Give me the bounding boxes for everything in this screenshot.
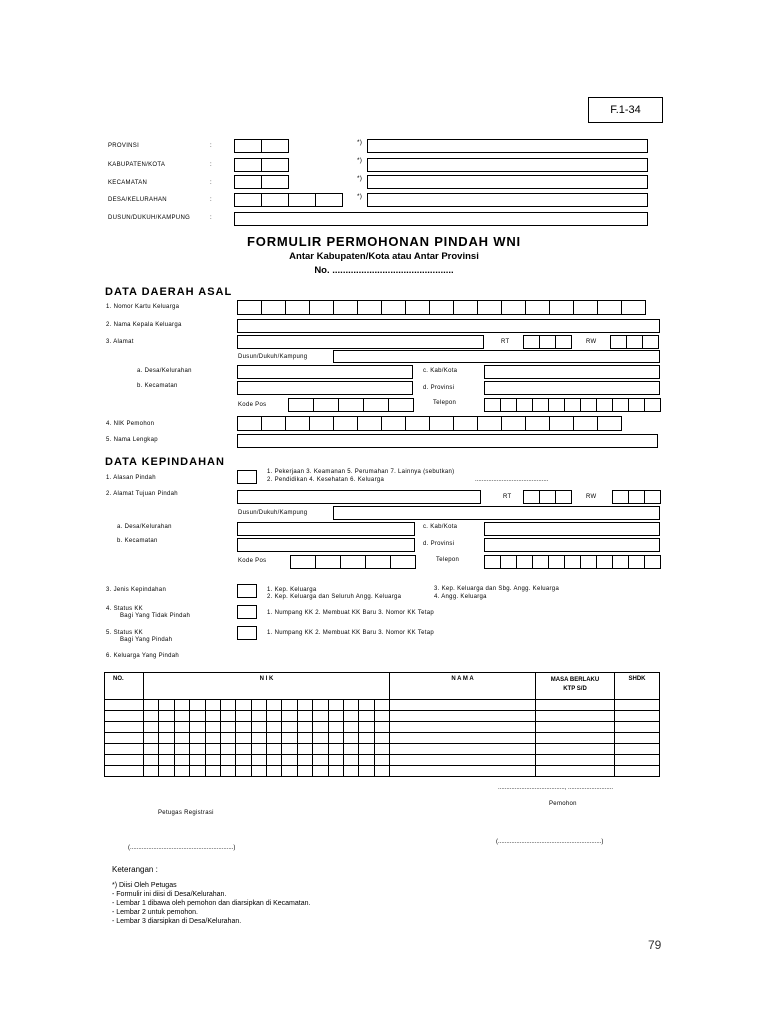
rt-asal-label: RT [501, 339, 510, 345]
status-pindah-label: 5. Status KK [106, 630, 143, 636]
desa-name-input[interactable] [367, 193, 648, 207]
dusun-tujuan-input[interactable] [333, 506, 660, 520]
page-number: 79 [648, 938, 662, 952]
status-pindah-input[interactable] [237, 626, 257, 640]
telepon-tujuan-label: Telepon [436, 557, 460, 563]
provinsi-asal-input[interactable] [484, 381, 660, 395]
keluarga-pindah-label: 6. Keluarga Yang Pindah [106, 653, 180, 659]
provinsi-name-input[interactable] [367, 139, 648, 153]
kecamatan-asal-input[interactable] [237, 381, 413, 395]
keterangan-heading: Keterangan : [112, 865, 158, 874]
jenis-option-1: 1. Kep. Keluarga [267, 587, 317, 593]
col-masa-header [536, 673, 615, 700]
form-title: FORMULIR PERMOHONAN PINDAH WNI [247, 234, 521, 249]
kabupaten-name-input[interactable] [367, 158, 648, 172]
provinsi-tujuan-label: d. Provinsi [423, 541, 455, 547]
keterangan-line-5: - Lembar 3 diarsipkan di Desa/Kelurahan. [112, 918, 242, 925]
provinsi-mark: *) [357, 139, 363, 146]
keterangan-line-2: - Formulir ini diisi di Desa/Kelurahan. [112, 891, 227, 898]
dusun-tujuan-label: Dusun/Dukuh/Kampung [238, 510, 308, 516]
nik-pemohon-label: 4. NIK Pemohon [106, 421, 155, 427]
keterangan-line-4: - Lembar 2 untuk pemohon. [112, 909, 198, 916]
kabkota-tujuan-input[interactable] [484, 522, 660, 536]
telepon-asal-input[interactable] [484, 398, 661, 412]
signature-date-dots: ........................................, ........................... [498, 785, 614, 791]
provinsi-tujuan-input[interactable] [484, 538, 660, 552]
rt-asal-input[interactable] [523, 335, 572, 349]
kodepos-asal-label: Kode Pos [238, 402, 267, 408]
dusun-colon: : [210, 215, 212, 221]
alamat-asal-input[interactable] [237, 335, 484, 349]
table-row[interactable] [105, 766, 660, 777]
pemohon-signature-line: (..............................................................) [496, 839, 604, 845]
status-pindah-sublabel: Bagi Yang Pindah [120, 637, 173, 643]
nama-lengkap-label: 5. Nama Lengkap [106, 437, 158, 443]
form-number: No. .............................................. [314, 265, 454, 276]
desa-mark: *) [357, 193, 363, 200]
nama-lengkap-input[interactable] [237, 434, 658, 448]
desa-asal-label: a. Desa/Kelurahan [137, 368, 192, 374]
kecamatan-colon: : [210, 180, 212, 186]
table-row[interactable] [105, 755, 660, 766]
kabkota-asal-input[interactable] [484, 365, 660, 379]
col-no-header: NO. [105, 673, 144, 700]
nik-pemohon-input[interactable] [237, 416, 622, 431]
kabupaten-code-input[interactable] [234, 158, 289, 172]
alasan-options-row1: 1. Pekerjaan 3. Keamanan 5. Perumahan 7. Lainnya (sebutkan) [267, 469, 455, 475]
jenis-option-4: 4. Angg. Keluarga [434, 594, 487, 600]
provinsi-colon: : [210, 143, 212, 149]
provinsi-code-input[interactable] [234, 139, 289, 153]
rt-tujuan-label: RT [503, 494, 512, 500]
table-row[interactable] [105, 744, 660, 755]
status-tidak-pindah-sublabel: Bagi Yang Tidak Pindah [120, 613, 191, 619]
alamat-tujuan-input[interactable] [237, 490, 481, 504]
rw-asal-label: RW [586, 339, 597, 345]
jenis-kepindahan-input[interactable] [237, 584, 257, 598]
section-kepindahan: DATA KEPINDAHAN [105, 456, 225, 468]
desa-asal-input[interactable] [237, 365, 413, 379]
kecamatan-code-input[interactable] [234, 175, 289, 189]
table-row[interactable] [105, 700, 660, 711]
rt-tujuan-input[interactable] [523, 490, 572, 504]
form-subtitle: Antar Kabupaten/Kota atau Antar Provinsi [289, 251, 479, 262]
petugas-label: Petugas Registrasi [158, 810, 214, 816]
provinsi-label: PROVINSI [108, 143, 140, 149]
kodepos-asal-input[interactable] [288, 398, 414, 412]
keterangan-line-3: - Lembar 1 dibawa oleh pemohon dan diarsipkan di Kecamatan. [112, 900, 311, 907]
table-row[interactable] [105, 711, 660, 722]
kabupaten-mark: *) [357, 157, 363, 164]
kecamatan-name-input[interactable] [367, 175, 648, 189]
telepon-asal-label: Telepon [433, 400, 457, 406]
dusun-input[interactable] [234, 212, 648, 226]
dusun-asal-label: Dusun/Dukuh/Kampung [238, 354, 308, 360]
status-tidak-pindah-options: 1. Numpang KK 2. Membuat KK Baru 3. Nomor KK Tetap [267, 610, 434, 616]
col-masa-label: MASA BERLAKU [550, 677, 600, 683]
kabupaten-colon: : [210, 162, 212, 168]
petugas-signature-line: (..............................................................) [128, 845, 236, 851]
kabkota-tujuan-label: c. Kab/Kota [423, 524, 458, 530]
desa-code-input[interactable] [234, 193, 343, 207]
alasan-pindah-label: 1. Alasan Pindah [106, 475, 156, 481]
rw-tujuan-label: RW [586, 494, 597, 500]
col-shdk-header: SHDK [615, 673, 660, 700]
desa-tujuan-label: a. Desa/Kelurahan [117, 524, 172, 530]
kodepos-tujuan-label: Kode Pos [238, 558, 267, 564]
status-tidak-pindah-label: 4. Status KK [106, 606, 143, 612]
status-tidak-pindah-input[interactable] [237, 605, 257, 619]
kabupaten-label: KABUPATEN/KOTA [108, 162, 166, 168]
table-row[interactable] [105, 733, 660, 744]
form-code-box [588, 97, 663, 123]
kecamatan-tujuan-label: b. Kecamatan [117, 538, 158, 544]
kepala-keluarga-input[interactable] [237, 319, 660, 333]
desa-label: DESA/KELURAHAN [108, 197, 167, 203]
form-code: F.1-34 [610, 104, 641, 116]
status-pindah-options: 1. Numpang KK 2. Membuat KK Baru 3. Nomor KK Tetap [267, 630, 434, 636]
rw-asal-input[interactable] [610, 335, 659, 349]
col-masa-sublabel: KTP S/D [563, 686, 587, 692]
alamat-tujuan-label: 2. Alamat Tujuan Pindah [106, 491, 178, 497]
telepon-tujuan-input[interactable] [484, 555, 661, 569]
kepala-keluarga-label: 2. Nama Kepala Keluarga [106, 322, 182, 328]
keterangan-line-1: *) Diisi Oleh Petugas [112, 882, 177, 889]
alasan-options-row2: 2. Pendidikan 4. Kesehatan 6. Keluarga [267, 477, 385, 483]
pemohon-label: Pemohon [549, 801, 577, 807]
kecamatan-label: KECAMATAN [108, 180, 148, 186]
kecamatan-tujuan-input[interactable] [237, 538, 415, 552]
desa-tujuan-input[interactable] [237, 522, 415, 536]
desa-colon: : [210, 197, 212, 203]
col-nama-header: N A M A [390, 673, 536, 700]
section-daerah-asal: DATA DAERAH ASAL [105, 286, 233, 298]
table-row[interactable] [105, 722, 660, 733]
rw-tujuan-input[interactable] [612, 490, 661, 504]
kodepos-tujuan-input[interactable] [290, 555, 416, 569]
kecamatan-mark: *) [357, 175, 363, 182]
alamat-asal-label: 3. Alamat [106, 339, 134, 345]
nomor-kk-input[interactable] [237, 300, 646, 315]
jenis-option-2: 2. Kep. Keluarga dan Seluruh Angg. Keluarga [267, 594, 402, 600]
dusun-asal-input[interactable] [333, 350, 660, 363]
kecamatan-asal-label: b. Kecamatan [137, 383, 178, 389]
family-table [104, 672, 660, 777]
alasan-lainnya-dots: ............................................ [475, 477, 549, 483]
kabkota-asal-label: c. Kab/Kota [423, 368, 458, 374]
nomor-kk-label: 1. Nomor Kartu Keluarga [106, 304, 180, 310]
col-nik-header: N I K [144, 673, 390, 700]
alasan-pindah-input[interactable] [237, 470, 257, 484]
provinsi-asal-label: d. Provinsi [423, 385, 455, 391]
dusun-label: DUSUN/DUKUH/KAMPUNG [108, 215, 191, 221]
jenis-option-3: 3. Kep. Keluarga dan Sbg. Angg. Keluarga [434, 586, 560, 592]
jenis-kepindahan-label: 3. Jenis Kepindahan [106, 587, 167, 593]
